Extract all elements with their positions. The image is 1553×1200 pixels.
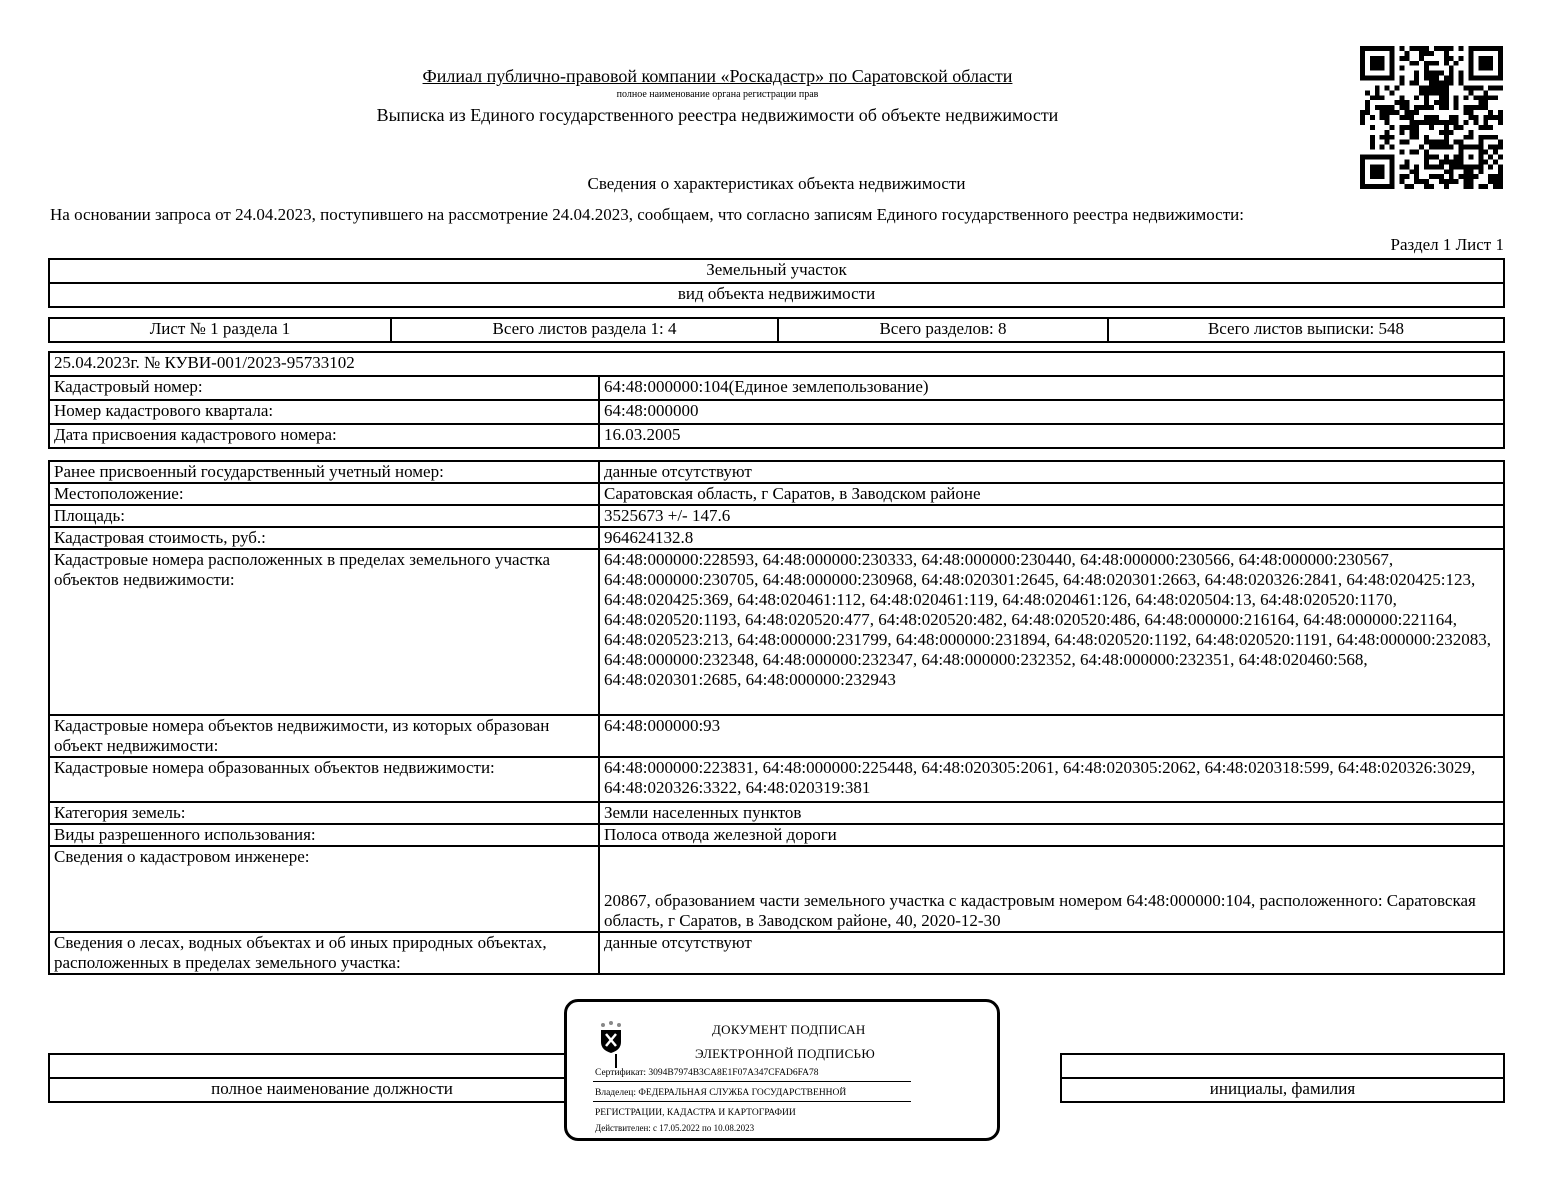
object-kind-value: Земельный участок [49,259,1504,283]
location-value: Саратовская область, г Саратов, в Заводском районе [599,483,1504,505]
cadastral-number: 64:48:000000:104(Единое землепользование) [599,376,1504,400]
row-label: Кадастровые номера объектов недвижимости, из которых образован объект недвижимости: [49,715,599,757]
characteristics-table [48,460,1505,975]
row-label: Кадастровые номера расположенных в пределах земельного участка объектов недвижимости: [49,549,599,715]
stamp-certificate: Сертификат: 3094B7974B3CA8E1F07A347CFAD6FA78 [595,1068,819,1078]
stamp-validity: Действителен: с 17.05.2022 по 10.08.2023 [595,1123,755,1133]
land-category-value: Земли населенных пунктов [599,802,1504,824]
row-label: Категория земель: [49,802,599,824]
registration-authority-name: Филиал публично-правовой компании «Роскадастр» по Саратовской области [422,66,1013,86]
coat-of-arms-icon [597,1020,625,1054]
cadastral-quarter: 64:48:000000 [599,400,1504,424]
identity-table [48,351,1505,449]
registration-authority-caption: полное наименование органа регистрации прав [616,89,819,100]
table-row [49,461,1504,483]
row-label: Ранее присвоенный государственный учетный номер: [49,461,599,483]
table-row [49,715,1504,757]
table-row [49,400,1504,424]
derived-objects-value: 64:48:000000:223831, 64:48:000000:225448, 64:48:020305:2061, 64:48:020305:2062, 64:48:020318:599, 64:48:020326:3029, 64:48:020326:3322, 64:48:020319:381 [599,757,1504,802]
table-row [49,802,1504,824]
natural-objects-value: данные отсутствуют [599,932,1504,974]
source-objects-value: 64:48:000000:93 [599,715,1504,757]
stamp-signature-line: ЭЛЕКТРОННОЙ ПОДПИСЬЮ [695,1046,875,1061]
sheet-count-table [48,317,1505,343]
previous-number-value: данные отсутствуют [599,461,1504,483]
table-row [49,757,1504,802]
document-title: Выписка из Единого государственного реестра недвижимости об объекте недвижимости [376,105,1059,125]
area-value: 3525673 +/- 147.6 [599,505,1504,527]
request-basis-text: На основании запроса от 24.04.2023, поступившего на рассмотрение 24.04.2023, сообщаем, что согласно записям Единого государственного реестра недвижимости: [50,205,1244,224]
row-label: Дата присвоения кадастрового номера: [49,424,599,448]
extract-reference: 25.04.2023г. № КУВИ-001/2023-95733102 [49,352,1504,376]
name-caption: инициалы, фамилия [1061,1078,1504,1102]
row-label: Номер кадастрового квартала: [49,400,599,424]
engineer-value: 20867, образованием части земельного участка с кадастровым номером 64:48:000000:104, расположенного: Саратовская область, г Саратов, в Заводском районе, 40, 2020-12-30 [599,846,1504,932]
row-label: Кадастровый номер: [49,376,599,400]
row-label: Местоположение: [49,483,599,505]
table-row [49,549,1504,715]
table-row [49,824,1504,846]
table-row [49,932,1504,974]
stamp-owner-line1: Владелец: ФЕДЕРАЛЬНАЯ СЛУЖБА ГОСУДАРСТВЕННОЙ [595,1088,847,1098]
table-row [49,846,1504,932]
section-sheet-reference: Раздел 1 Лист 1 [1390,235,1504,254]
table-row [49,527,1504,549]
section-sheet-total: Всего листов раздела 1: 4 [391,318,778,342]
position-caption: полное наименование должности [49,1078,615,1102]
row-label: Сведения о кадастровом инженере: [49,846,599,932]
table-row [49,424,1504,448]
located-objects-value: 64:48:000000:228593, 64:48:000000:230333, 64:48:000000:230440, 64:48:000000:230566, 64:48:000000:230567, 64:48:000000:230705, 64:48:000000:230968, 64:48:020301:2645, 64:48:020301:2663, 64:48:020326:2841, 64:48:020425:123, 64:48:020425:369, 64:48:020461:112, 64:48:020461:119, 64:48:020461:126, 64:48:020504:13, 64:48:020520:1170, 64:48:020520:1193, 64:48:020520:477, 64:48:020520:482, 64:48:020520:486, 64:48:000000:216164, 64:48:000000:221164, 64:48:020523:213, 64:48:000000:231799, 64:48:000000:231894, 64:48:020520:1192, 64:48:020520:1191, 64:48:000000:232083, 64:48:000000:232348, 64:48:000000:232347, 64:48:000000:232352, 64:48:000000:232351, 64:48:020460:568, 64:48:020301:2685, 64:48:000000:232943 [599,549,1504,715]
cadastral-value: 964624132.8 [599,527,1504,549]
row-label: Кадастровая стоимость, руб.: [49,527,599,549]
qr-code-icon [1360,46,1503,189]
extract-sheet-total: Всего листов выписки: 548 [1108,318,1504,342]
table-row [49,483,1504,505]
row-label: Сведения о лесах, водных объектах и об иных природных объектах, расположенных в пределах земельного участка: [49,932,599,974]
permitted-use-value: Полоса отвода железной дороги [599,824,1504,846]
stamp-owner-line2: РЕГИСТРАЦИИ, КАДАСТРА И КАРТОГРАФИИ [595,1108,796,1118]
row-label: Площадь: [49,505,599,527]
row-label: Кадастровые номера образованных объектов недвижимости: [49,757,599,802]
object-kind-caption: вид объекта недвижимости [49,283,1504,307]
section-total: Всего разделов: 8 [778,318,1108,342]
stamp-signed-line: ДОКУМЕНТ ПОДПИСАН [712,1022,866,1037]
info-title: Сведения о характеристиках объекта недвижимости [587,174,966,193]
assignment-date: 16.03.2005 [599,424,1504,448]
row-label: Виды разрешенного использования: [49,824,599,846]
table-row [49,376,1504,400]
object-kind-table [48,258,1505,308]
electronic-signature-stamp [564,999,1000,1141]
table-row [49,505,1504,527]
sheet-number: Лист № 1 раздела 1 [49,318,391,342]
